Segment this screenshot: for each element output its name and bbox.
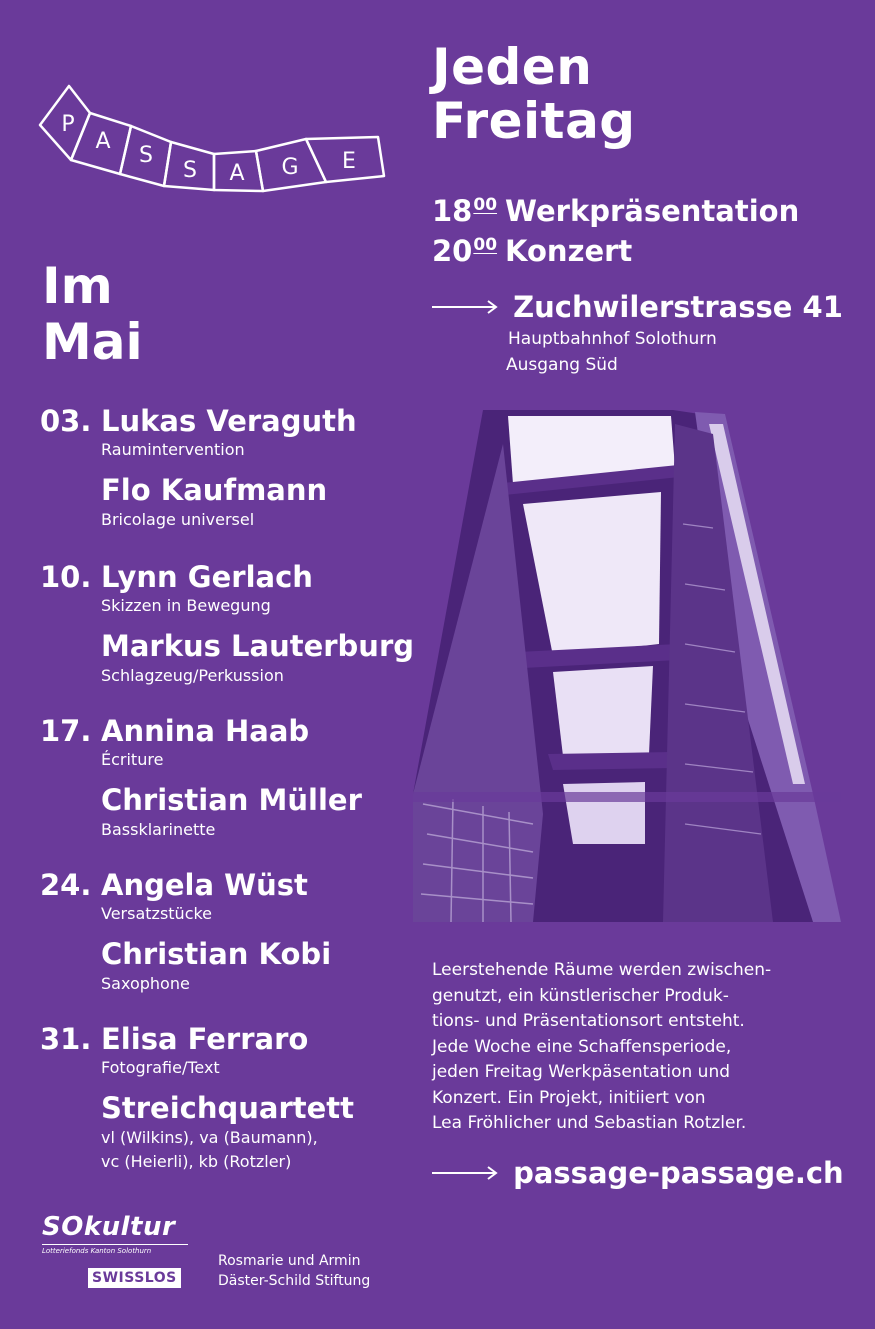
headline-line: Freitag: [432, 92, 636, 150]
foundation-line: Däster-Schild Stiftung: [218, 1273, 371, 1289]
event-item: [40, 404, 357, 532]
sokultur-prefix: SO: [42, 1212, 84, 1242]
website-link[interactable]: passage-passage.ch: [513, 1156, 844, 1190]
arrow-right-icon: [432, 1165, 498, 1181]
headline: [432, 40, 636, 148]
event-artist: Angela Wüst: [101, 868, 308, 902]
event-date: 24.: [40, 868, 92, 902]
address-line: Hauptbahnhof Solothurn: [508, 329, 717, 349]
description-line: Konzert. Ein Projekt, initiiert von: [432, 1087, 706, 1108]
schedule-hour: 18: [432, 194, 473, 228]
event-description: Écriture: [101, 750, 164, 769]
description-line: genutzt, ein künstlerischer Produk-: [432, 985, 729, 1006]
event-description: Bricolage universel: [101, 510, 255, 529]
event-artist: Elisa Ferraro: [101, 1022, 309, 1056]
event-artist: Flo Kaufmann: [101, 473, 328, 507]
event-description: Schlagzeug/Perkussion: [101, 666, 284, 685]
schedule-label: Konzert: [505, 234, 633, 268]
address-line: Ausgang Süd: [506, 355, 618, 375]
address-street: Zuchwilerstrasse 41: [513, 290, 843, 324]
description-line: Leerstehende Räume werden zwischen-: [432, 960, 772, 980]
schedule-row: [432, 227, 632, 269]
schedule-minutes: 00: [473, 235, 498, 255]
swisslos-logo: SWISSLOS: [88, 1268, 181, 1288]
month-heading: [42, 258, 143, 370]
event-artist: Markus Lauterburg: [101, 629, 415, 663]
project-description: [432, 958, 842, 1137]
event-item: [40, 560, 414, 688]
schedule-row: [432, 187, 799, 229]
event-description: Raumintervention: [101, 440, 245, 459]
event-date: 03.: [40, 404, 92, 438]
schedule-label: Werkpräsentation: [505, 194, 800, 228]
logo-letter: A: [95, 129, 111, 154]
month-line: Mai: [42, 313, 143, 371]
event-item: [40, 1022, 354, 1174]
event-item: [40, 868, 331, 996]
logo-letter: P: [61, 112, 75, 137]
event-artist: Lynn Gerlach: [101, 560, 313, 594]
headline-line: Jeden: [432, 38, 593, 96]
sokultur-logo: [42, 1212, 188, 1255]
event-artist: Annina Haab: [101, 714, 310, 748]
schedule-minutes: 00: [473, 195, 498, 215]
month-line: Im: [42, 257, 113, 315]
logo-letter: A: [229, 161, 245, 186]
event-artist: Streichquartett: [101, 1091, 355, 1125]
logo-letter: E: [342, 149, 356, 174]
arrow-right-icon: [432, 299, 498, 315]
logo-letter: G: [281, 155, 299, 180]
description-line: Lea Fröhlicher und Sebastian Rotzler.: [432, 1113, 747, 1133]
foundation-line: Rosmarie und Armin: [218, 1253, 361, 1269]
event-description: Versatzstücke: [101, 904, 213, 923]
event-artist: Lukas Veraguth: [101, 404, 357, 438]
event-item: [40, 714, 362, 842]
description-line: Jede Woche eine Schaffensperiode,: [432, 1036, 732, 1057]
event-date: 10.: [40, 560, 92, 594]
event-description: vl (Wilkins), va (Baumann),: [101, 1128, 318, 1147]
event-description: Bassklarinette: [101, 820, 216, 839]
event-date: 17.: [40, 714, 92, 748]
schedule-hour: 20: [432, 234, 473, 268]
address: [432, 290, 843, 378]
event-artist: Christian Müller: [101, 783, 362, 817]
foundation-credit: [218, 1251, 370, 1291]
building-photo: [413, 404, 841, 922]
event-artist: Christian Kobi: [101, 937, 332, 971]
event-description: Skizzen in Bewegung: [101, 596, 271, 615]
event-description: Fotografie/Text: [101, 1058, 220, 1077]
event-description: Saxophone: [101, 974, 190, 993]
sokultur-brand: kultur: [83, 1212, 176, 1242]
logo-letter: S: [139, 143, 153, 168]
event-description: vc (Heierli), kb (Rotzler): [101, 1152, 292, 1171]
website[interactable]: [432, 1156, 844, 1190]
event-date: 31.: [40, 1022, 92, 1056]
logo-letter: S: [183, 158, 197, 183]
description-line: jeden Freitag Werkpäsentation und: [432, 1062, 731, 1082]
passage-logo: [38, 82, 390, 204]
description-line: tions- und Präsentationsort entsteht.: [432, 1011, 745, 1031]
sokultur-subtitle: Lotteriefonds Kanton Solothurn: [42, 1244, 188, 1255]
